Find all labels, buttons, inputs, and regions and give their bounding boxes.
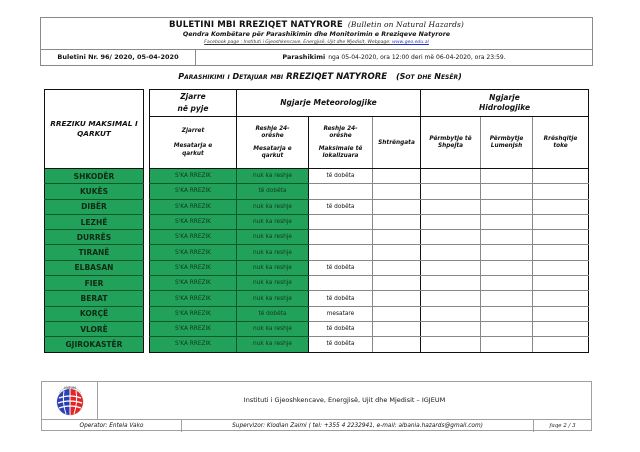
table-row <box>45 306 589 321</box>
flash-flood-cell <box>421 276 481 291</box>
river-flood-cell <box>481 321 533 336</box>
rain-avg-cell: nuk ka reshje <box>237 291 309 306</box>
river-flood-cell <box>481 306 533 321</box>
fire-risk-cell: S'KA RREZIK <box>150 291 237 306</box>
fire-risk-cell: S'KA RREZIK <box>150 306 237 321</box>
hazard-table <box>44 89 589 353</box>
rain-avg-cell: nuk ka reshje <box>237 230 309 245</box>
landslide-subheader: Rrëshqitje toke <box>533 117 589 169</box>
rain-max-cell: të dobëta <box>309 321 373 336</box>
bulletin-title: BULETINI MBI RREZIQET NATYRORE <box>169 20 343 30</box>
table-row <box>45 260 589 275</box>
links-line <box>41 39 592 46</box>
flash-flood-cell <box>421 291 481 306</box>
svg-text:IGJEUM: IGJEUM <box>63 385 76 390</box>
region-name: DIBËR <box>45 199 144 214</box>
region-name: VLORË <box>45 321 144 336</box>
forecast-period-text: nga 05-04-2020, ora 12:00 deri më 06-04-2020, ora 23:59. <box>328 54 506 61</box>
landslide-cell <box>533 169 589 184</box>
rain-max-cell <box>309 214 373 229</box>
table-row <box>45 184 589 199</box>
fire-risk-cell: S'KA RREZIK <box>150 276 237 291</box>
forecast-period <box>196 50 592 65</box>
fire-risk-cell: S'KA RREZIK <box>150 169 237 184</box>
meteo-group-header: Ngjarje Meteorologjike <box>237 90 421 117</box>
storm-cell <box>373 169 421 184</box>
flash-flood-cell <box>421 169 481 184</box>
table-row <box>45 199 589 214</box>
region-column-header: RREZIKU MAKSIMAL I QARKUT <box>45 90 144 169</box>
landslide-cell <box>533 306 589 321</box>
storm-cell <box>373 260 421 275</box>
flash-flood-subheader: Përmbytje të Shpejta <box>421 117 481 169</box>
section-title: Parashikimi i Detajuar mbi RREZIQET NATYRORE (Sot dhe Nesër) <box>178 72 462 82</box>
bulletin-number: Buletini Nr. 96/ 2020, 05-04-2020 <box>41 50 196 65</box>
region-name: BERAT <box>45 291 144 306</box>
landslide-cell <box>533 214 589 229</box>
river-flood-cell <box>481 184 533 199</box>
forecast-label: Parashikimi <box>282 53 326 61</box>
table-row <box>45 276 589 291</box>
flash-flood-cell <box>421 260 481 275</box>
landslide-cell <box>533 260 589 275</box>
fire-subheader: Zjarret Mesatarja e qarkut <box>150 117 237 169</box>
globe-logo-icon <box>53 384 87 418</box>
storm-cell <box>373 230 421 245</box>
landslide-cell <box>533 184 589 199</box>
river-flood-subheader: Përmbytje Lumenjsh <box>481 117 533 169</box>
table-row <box>45 321 589 336</box>
rain-max-cell <box>309 245 373 260</box>
table-row <box>45 169 589 184</box>
river-flood-cell <box>481 230 533 245</box>
table-row <box>45 245 589 260</box>
flash-flood-cell <box>421 214 481 229</box>
storm-subheader: Shtrëngata <box>373 117 421 169</box>
river-flood-cell <box>481 199 533 214</box>
landslide-cell <box>533 337 589 352</box>
storm-cell <box>373 291 421 306</box>
region-name: FIER <box>45 276 144 291</box>
rain-max-cell <box>309 230 373 245</box>
table-row <box>45 230 589 245</box>
storm-cell <box>373 306 421 321</box>
landslide-cell <box>533 276 589 291</box>
header-title-block <box>41 18 592 50</box>
region-name: KORÇË <box>45 306 144 321</box>
rain-max-cell <box>309 276 373 291</box>
rain-max-cell: të dobëta <box>309 260 373 275</box>
footer <box>41 381 592 431</box>
fire-risk-cell: S'KA RREZIK <box>150 321 237 336</box>
region-name: GJIROKASTËR <box>45 337 144 352</box>
river-flood-cell <box>481 169 533 184</box>
storm-cell <box>373 321 421 336</box>
landslide-cell <box>533 245 589 260</box>
river-flood-cell <box>481 245 533 260</box>
fire-risk-cell: S'KA RREZIK <box>150 260 237 275</box>
facebook-link[interactable]: Facebook page : Instituti i Gjeoshkencave, Energjisë, Ujit dhe Mjedisit, <box>204 40 366 45</box>
rain-avg-subheader: Reshje 24-orëshe Mesatarja e qarkut <box>237 117 309 169</box>
river-flood-cell <box>481 276 533 291</box>
storm-cell <box>373 184 421 199</box>
region-name: SHKODËR <box>45 169 144 184</box>
region-name: TIRANË <box>45 245 144 260</box>
flash-flood-cell <box>421 306 481 321</box>
rain-avg-cell: të dobëta <box>237 184 309 199</box>
fire-risk-cell: S'KA RREZIK <box>150 337 237 352</box>
storm-cell <box>373 276 421 291</box>
river-flood-cell <box>481 337 533 352</box>
table-row <box>45 337 589 352</box>
center-name: Qendra Kombëtare për Parashikimin dhe Monitorimin e Rreziqeve Natyrore <box>182 31 451 38</box>
region-name: DURRËS <box>45 230 144 245</box>
flash-flood-cell <box>421 321 481 336</box>
flash-flood-cell <box>421 184 481 199</box>
rain-avg-cell: nuk ka reshje <box>237 321 309 336</box>
landslide-cell <box>533 321 589 336</box>
hydro-group-header: Ngjarje Hidrologjike <box>421 90 589 117</box>
fire-risk-cell: S'KA RREZIK <box>150 184 237 199</box>
rain-avg-cell: nuk ka reshje <box>237 169 309 184</box>
rain-avg-cell: nuk ka reshje <box>237 260 309 275</box>
rain-avg-cell: nuk ka reshje <box>237 199 309 214</box>
storm-cell <box>373 214 421 229</box>
rain-max-cell: të dobëta <box>309 337 373 352</box>
supervisor-contact: Supervizor: Klodian Zaimi ( tel: +355 4 2232941, e-mail: albania.hazards@gmail.com) <box>182 420 534 432</box>
flash-flood-cell <box>421 199 481 214</box>
fire-risk-cell: S'KA RREZIK <box>150 199 237 214</box>
rain-max-subheader: Reshje 24-orëshe Maksimale të lokalizuara <box>309 117 373 169</box>
rain-avg-cell: nuk ka reshje <box>237 214 309 229</box>
rain-avg-cell: të dobëta <box>237 306 309 321</box>
rain-max-cell <box>309 184 373 199</box>
landslide-cell <box>533 199 589 214</box>
rain-max-cell: të dobëta <box>309 169 373 184</box>
fire-risk-cell: S'KA RREZIK <box>150 245 237 260</box>
operator-name: Operator: Entela Vako <box>42 420 182 432</box>
region-name: LEZHË <box>45 214 144 229</box>
region-name: ELBASAN <box>45 260 144 275</box>
rain-max-cell: mesatare <box>309 306 373 321</box>
fire-risk-cell: S'KA RREZIK <box>150 230 237 245</box>
rain-max-cell: të dobëta <box>309 291 373 306</box>
rain-avg-cell: nuk ka reshje <box>237 337 309 352</box>
landslide-cell <box>533 230 589 245</box>
rain-max-cell: të dobëta <box>309 199 373 214</box>
landslide-cell <box>533 291 589 306</box>
river-flood-cell <box>481 214 533 229</box>
page-number: faqe 2 / 3 <box>549 423 576 429</box>
table-row <box>45 214 589 229</box>
institute-name: Instituti i Gjeoshkencave, Energjisë, Ujit dhe Mjedisit – IGJEUM <box>243 396 446 404</box>
flash-flood-cell <box>421 245 481 260</box>
rain-avg-cell: nuk ka reshje <box>237 276 309 291</box>
table-row <box>45 291 589 306</box>
fire-group-header: Zjarre në pyje <box>150 90 237 117</box>
igjeum-logo <box>42 382 98 419</box>
flash-flood-cell <box>421 337 481 352</box>
storm-cell <box>373 245 421 260</box>
rain-avg-cell: nuk ka reshje <box>237 245 309 260</box>
bulletin-title-english: (Bulletin on Natural Hazards) <box>347 20 464 29</box>
region-name: KUKËS <box>45 184 144 199</box>
fire-risk-cell: S'KA RREZIK <box>150 214 237 229</box>
webpage-link[interactable]: www.geo.edu.al <box>392 40 429 45</box>
bulletin-header <box>40 17 593 66</box>
webpage-label: Webpage: <box>367 40 391 45</box>
storm-cell <box>373 337 421 352</box>
river-flood-cell <box>481 260 533 275</box>
storm-cell <box>373 199 421 214</box>
flash-flood-cell <box>421 230 481 245</box>
river-flood-cell <box>481 291 533 306</box>
